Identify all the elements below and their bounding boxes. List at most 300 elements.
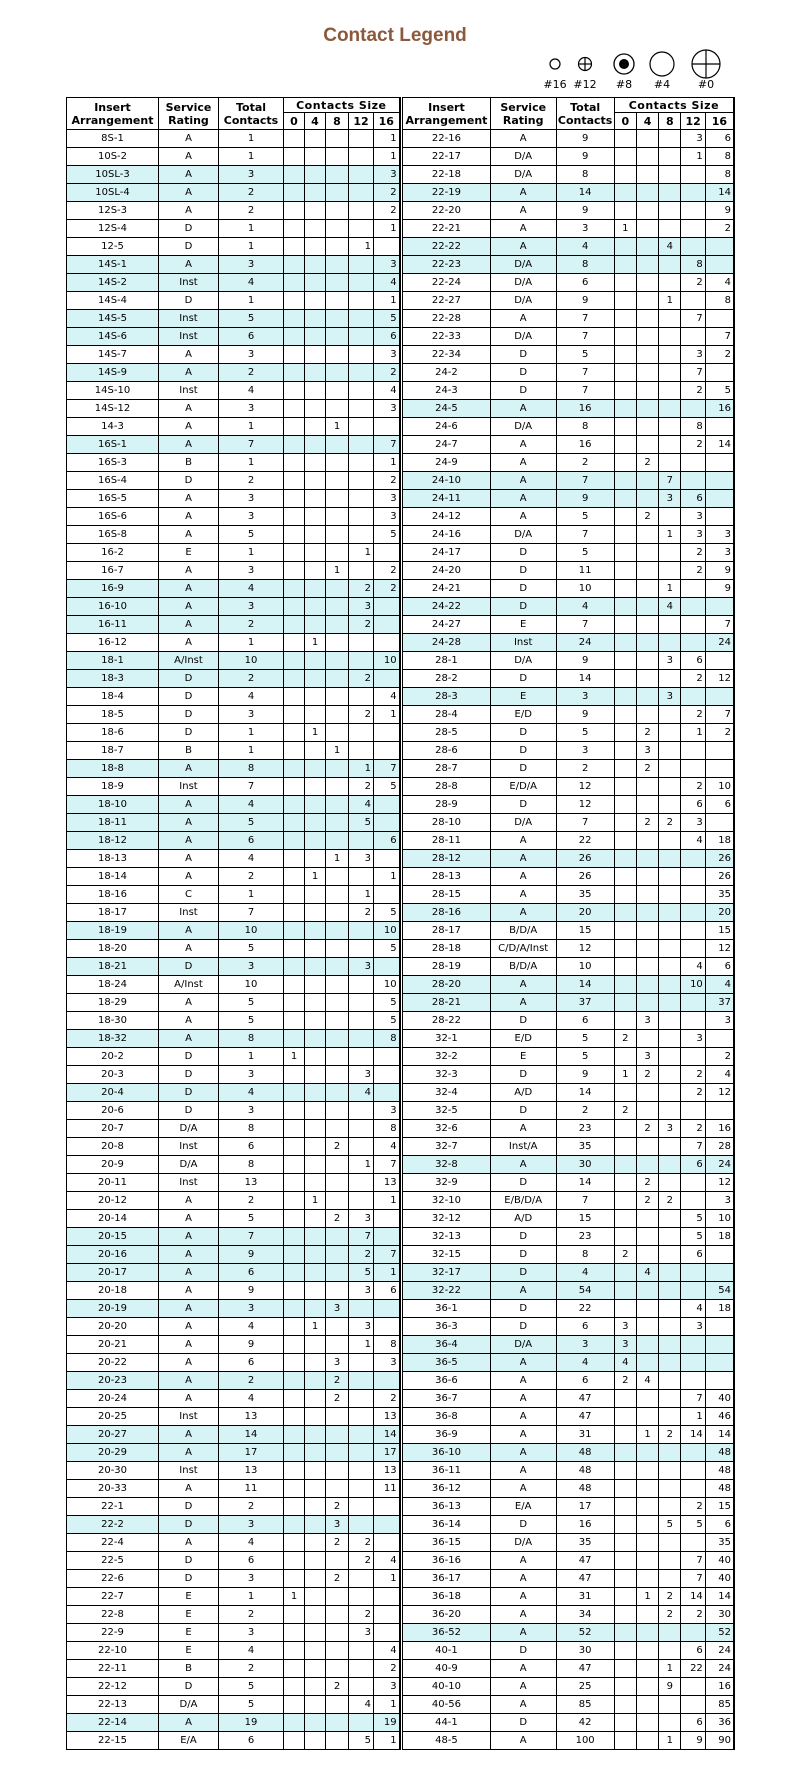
insert-arrangement-cell: 20-27 [67,1426,159,1444]
size-4-cell: 1 [636,1426,658,1444]
service-rating-cell: D [490,1300,556,1318]
size-4-cell [305,1426,326,1444]
size-8-cell [659,1570,681,1588]
size-0-cell [284,130,305,148]
table-row [403,400,735,418]
size-12-cell [681,184,705,202]
size-4-cell [636,1246,658,1264]
circle-crosshair-large-icon [692,50,720,78]
insert-arrangement-cell: 28-22 [403,1012,491,1030]
insert-arrangement-cell: 36-4 [403,1336,491,1354]
insert-arrangement-cell: 36-18 [403,1588,491,1606]
size-16-cell: 4 [705,274,734,292]
table-row [403,436,735,454]
size-8-cell [659,1714,681,1732]
size-12-cell: 2 [681,1084,705,1102]
total-contacts-cell: 7 [556,1192,614,1210]
size-8-cell [659,382,681,400]
size-16-cell: 3 [374,346,400,364]
table-row [67,1714,400,1732]
total-contacts-cell: 6 [219,1354,284,1372]
insert-arrangement-cell: 24-5 [403,400,491,418]
size-4-cell: 3 [636,742,658,760]
size-4-cell [305,904,326,922]
table-row [403,1462,735,1480]
size-4-cell [305,472,326,490]
total-contacts-cell: 20 [556,904,614,922]
size-16-cell: 2 [374,580,400,598]
size-16-cell: 6 [705,1516,734,1534]
total-contacts-cell: 8 [219,760,284,778]
header-contacts-size: Contacts Size [284,98,400,113]
size-16-cell: 14 [705,436,734,454]
size-0-cell [284,310,305,328]
table-row [67,292,400,310]
total-contacts-cell: 8 [219,1120,284,1138]
size-4-cell [636,1534,658,1552]
table-row [67,490,400,508]
size-16-cell [374,742,400,760]
size-8-cell [326,490,349,508]
service-rating-cell: D/A [490,166,556,184]
insert-arrangement-cell: 20-29 [67,1444,159,1462]
size-12-cell: 6 [681,1246,705,1264]
size-4-cell [636,418,658,436]
size-0-cell [284,1462,305,1480]
size-4-cell [636,256,658,274]
insert-arrangement-cell: 20-15 [67,1228,159,1246]
table-row [67,346,400,364]
size-0-cell [284,580,305,598]
size-4-cell [305,544,326,562]
size-16-cell [374,1048,400,1066]
service-rating-cell: Inst [159,904,219,922]
size-8-cell [326,1156,349,1174]
legend-label: #16 [543,78,567,91]
service-rating-cell: A [159,598,219,616]
service-rating-cell: D/A [490,1534,556,1552]
size-12-cell [681,868,705,886]
size-4-cell [305,1048,326,1066]
size-16-cell: 2 [374,472,400,490]
size-0-cell [284,1624,305,1642]
size-4-cell [305,994,326,1012]
table-row [403,1264,735,1282]
size-4-cell [636,1480,658,1498]
insert-arrangement-cell: 24-27 [403,616,491,634]
size-0-cell [284,1732,305,1750]
size-16-cell: 18 [705,1300,734,1318]
size-12-cell: 6 [681,796,705,814]
size-0-cell [284,436,305,454]
page-title: Contact Legend [323,25,467,46]
size-0-cell [614,1606,636,1624]
service-rating-cell: A [159,832,219,850]
size-0-cell [284,1354,305,1372]
size-12-cell [349,166,374,184]
table-row [67,364,400,382]
total-contacts-cell: 35 [556,886,614,904]
service-rating-cell: E/A [490,1498,556,1516]
size-12-cell [681,940,705,958]
insert-arrangement-cell: 20-6 [67,1102,159,1120]
service-rating-cell: E [159,1588,219,1606]
table-row [67,994,400,1012]
size-8-cell [659,1696,681,1714]
size-8-cell [659,868,681,886]
size-16-cell: 4 [374,1552,400,1570]
total-contacts-cell: 4 [219,850,284,868]
total-contacts-cell: 6 [219,1732,284,1750]
size-12-cell: 8 [681,418,705,436]
service-rating-cell: A [159,1246,219,1264]
size-16-cell: 35 [705,886,734,904]
total-contacts-cell: 2 [219,868,284,886]
size-0-cell [614,922,636,940]
service-rating-cell: A [159,1390,219,1408]
service-rating-cell: A [490,400,556,418]
size-4-cell [636,1624,658,1642]
size-8-cell [326,472,349,490]
insert-arrangement-cell: 32-12 [403,1210,491,1228]
insert-arrangement-cell: 20-30 [67,1462,159,1480]
table-row [403,1336,735,1354]
service-rating-cell: A [159,130,219,148]
table-row [403,256,735,274]
size-4-cell [305,418,326,436]
size-12-cell: 8 [681,256,705,274]
header-total-contacts: Total Contacts [219,98,284,130]
size-16-cell: 5 [374,310,400,328]
service-rating-cell: Inst [159,274,219,292]
size-8-cell [659,1102,681,1120]
size-16-cell: 4 [374,688,400,706]
service-rating-cell: D [490,1174,556,1192]
table-row [403,490,735,508]
size-8-cell [326,1102,349,1120]
header-size-12: 12 [681,113,705,130]
size-12-cell [681,1444,705,1462]
size-16-cell: 14 [705,1426,734,1444]
header-size-8: 8 [326,113,349,130]
size-4-cell [636,1696,658,1714]
service-rating-cell: Inst [159,1174,219,1192]
insert-arrangement-cell: 18-1 [67,652,159,670]
total-contacts-cell: 6 [219,1264,284,1282]
insert-arrangement-cell: 18-17 [67,904,159,922]
total-contacts-cell: 47 [556,1570,614,1588]
service-rating-cell: E/D [490,1030,556,1048]
size-12-cell [681,1048,705,1066]
size-16-cell [705,1372,734,1390]
service-rating-cell: A [159,1444,219,1462]
insert-arrangement-cell: 18-21 [67,958,159,976]
size-8-cell [326,958,349,976]
size-16-cell: 3 [705,526,734,544]
size-4-cell [305,1498,326,1516]
size-8-cell [326,1264,349,1282]
size-0-cell [614,850,636,868]
size-4-cell [305,1606,326,1624]
size-8-cell [659,850,681,868]
size-4-cell [636,958,658,976]
table-row [403,1066,735,1084]
size-0-cell [284,1426,305,1444]
total-contacts-cell: 3 [219,490,284,508]
insert-arrangement-cell: 36-17 [403,1570,491,1588]
size-8-cell [659,886,681,904]
table-row [67,418,400,436]
size-8-cell [326,1426,349,1444]
size-8-cell [326,274,349,292]
service-rating-cell: D [159,472,219,490]
size-12-cell: 2 [349,706,374,724]
total-contacts-cell: 7 [556,526,614,544]
size-12-cell: 1 [681,148,705,166]
size-12-cell: 6 [681,490,705,508]
insert-arrangement-cell: 36-5 [403,1354,491,1372]
table-row [403,1246,735,1264]
insert-arrangement-cell: 18-3 [67,670,159,688]
insert-arrangement-cell: 20-18 [67,1282,159,1300]
table-row [403,1732,735,1750]
size-16-cell: 10 [374,922,400,940]
table-row [403,832,735,850]
size-4-cell [305,274,326,292]
size-4-cell [636,1210,658,1228]
size-12-cell: 2 [681,436,705,454]
service-rating-cell: A [490,1156,556,1174]
size-16-cell: 48 [705,1444,734,1462]
size-12-cell: 2 [681,1066,705,1084]
insert-arrangement-cell: 22-5 [67,1552,159,1570]
size-8-cell [326,1444,349,1462]
total-contacts-cell: 4 [556,1264,614,1282]
table-row [67,598,400,616]
size-12-cell [349,328,374,346]
size-16-cell [705,1318,734,1336]
size-0-cell [614,1660,636,1678]
table-row [403,184,735,202]
size-16-cell [705,1246,734,1264]
size-8-cell [326,1588,349,1606]
size-16-cell: 1 [374,1264,400,1282]
size-0-cell [284,1696,305,1714]
service-rating-cell: D/A [490,256,556,274]
size-0-cell [614,238,636,256]
size-8-cell [659,1246,681,1264]
size-16-cell [705,238,734,256]
table-row [67,1228,400,1246]
table-row [67,886,400,904]
size-12-cell [681,904,705,922]
size-12-cell: 3 [681,1318,705,1336]
size-12-cell: 5 [681,1516,705,1534]
size-0-cell [614,130,636,148]
size-8-cell [659,1030,681,1048]
service-rating-cell: A [490,310,556,328]
size-0-cell [284,220,305,238]
size-12-cell [349,256,374,274]
service-rating-cell: A [159,166,219,184]
size-16-cell: 2 [374,1390,400,1408]
table-row [67,130,400,148]
total-contacts-cell: 30 [556,1642,614,1660]
size-4-cell [636,1354,658,1372]
table-row [67,202,400,220]
service-rating-cell: D [159,1066,219,1084]
insert-arrangement-cell: 28-15 [403,886,491,904]
size-8-cell: 2 [326,1534,349,1552]
insert-arrangement-cell: 24-12 [403,508,491,526]
size-4-cell [636,1462,658,1480]
size-4-cell [636,832,658,850]
service-rating-cell: A [159,580,219,598]
table-row [403,292,735,310]
size-4-cell [305,292,326,310]
size-4-cell [636,382,658,400]
size-0-cell: 2 [614,1030,636,1048]
service-rating-cell: D [159,292,219,310]
service-rating-cell: A [490,130,556,148]
size-4-cell [305,1084,326,1102]
service-rating-cell: D [490,1066,556,1084]
size-4-cell [305,1120,326,1138]
size-12-cell: 7 [681,1570,705,1588]
size-4-cell [636,652,658,670]
insert-arrangement-cell: 16S-5 [67,490,159,508]
size-8-cell [659,1642,681,1660]
table-row [403,994,735,1012]
size-16-cell [705,1030,734,1048]
size-16-cell: 28 [705,1138,734,1156]
total-contacts-cell: 5 [219,310,284,328]
insert-arrangement-cell: 44-1 [403,1714,491,1732]
table-row [403,868,735,886]
size-16-cell: 85 [705,1696,734,1714]
size-16-cell [374,1534,400,1552]
total-contacts-cell: 12 [556,778,614,796]
size-4-cell [305,1660,326,1678]
total-contacts-cell: 47 [556,1552,614,1570]
table-row [67,184,400,202]
total-contacts-cell: 7 [556,814,614,832]
size-16-cell: 6 [705,958,734,976]
legend-label: #0 [697,78,715,91]
table-row [67,1264,400,1282]
size-4-cell [305,1300,326,1318]
size-0-cell [284,1390,305,1408]
size-4-cell [305,454,326,472]
size-16-cell: 10 [374,652,400,670]
size-12-cell: 3 [681,526,705,544]
size-16-cell [374,796,400,814]
size-0-cell [284,1246,305,1264]
size-0-cell [284,922,305,940]
insert-arrangement-cell: 36-3 [403,1318,491,1336]
size-12-cell [349,1426,374,1444]
size-4-cell [305,1102,326,1120]
total-contacts-cell: 4 [219,1390,284,1408]
table-row [67,238,400,256]
insert-arrangement-cell: 18-30 [67,1012,159,1030]
size-0-cell [284,1498,305,1516]
size-0-cell [614,1426,636,1444]
size-16-cell [374,724,400,742]
size-8-cell [326,688,349,706]
table-row [67,328,400,346]
insert-arrangement-cell: 14S-1 [67,256,159,274]
size-4-cell [636,976,658,994]
size-12-cell: 2 [349,1552,374,1570]
insert-arrangement-cell: 24-9 [403,454,491,472]
size-12-cell [349,742,374,760]
total-contacts-cell: 4 [219,580,284,598]
total-contacts-cell: 10 [219,922,284,940]
size-16-cell: 1 [374,1732,400,1750]
size-8-cell: 2 [659,1606,681,1624]
size-8-cell [326,526,349,544]
table-row [67,958,400,976]
size-12-cell: 1 [349,1336,374,1354]
size-0-cell [284,238,305,256]
size-8-cell [326,382,349,400]
insert-arrangement-cell: 20-24 [67,1390,159,1408]
size-0-cell [614,1534,636,1552]
insert-arrangement-cell: 16-7 [67,562,159,580]
size-4-cell: 3 [636,1048,658,1066]
size-4-cell [305,1030,326,1048]
total-contacts-cell: 26 [556,850,614,868]
size-0-cell [614,1498,636,1516]
size-0-cell [614,1084,636,1102]
size-8-cell [659,364,681,382]
size-8-cell [326,1120,349,1138]
size-12-cell: 6 [681,652,705,670]
size-0-cell [614,1480,636,1498]
size-16-cell: 1 [374,1570,400,1588]
service-rating-cell: A [159,616,219,634]
size-0-cell [284,526,305,544]
total-contacts-cell: 14 [556,1174,614,1192]
table-row [403,580,735,598]
size-4-cell [636,436,658,454]
size-8-cell [326,724,349,742]
size-12-cell: 5 [681,1210,705,1228]
insert-arrangement-cell: 20-4 [67,1084,159,1102]
size-16-cell: 7 [374,436,400,454]
total-contacts-cell: 2 [219,202,284,220]
insert-arrangement-cell: 22-22 [403,238,491,256]
service-rating-cell: D [490,1714,556,1732]
size-12-cell: 3 [681,814,705,832]
size-8-cell [326,868,349,886]
table-row [67,400,400,418]
insert-arrangement-cell: 22-2 [67,1516,159,1534]
size-12-cell [349,1372,374,1390]
table-row [67,976,400,994]
insert-arrangement-cell: 8S-1 [67,130,159,148]
total-contacts-cell: 4 [219,274,284,292]
insert-arrangement-cell: 22-13 [67,1696,159,1714]
total-contacts-cell: 15 [556,1210,614,1228]
size-0-cell: 2 [614,1372,636,1390]
size-0-cell [614,1462,636,1480]
size-4-cell [636,1498,658,1516]
total-contacts-cell: 3 [556,688,614,706]
size-8-cell [659,202,681,220]
insert-arrangement-cell: 28-5 [403,724,491,742]
